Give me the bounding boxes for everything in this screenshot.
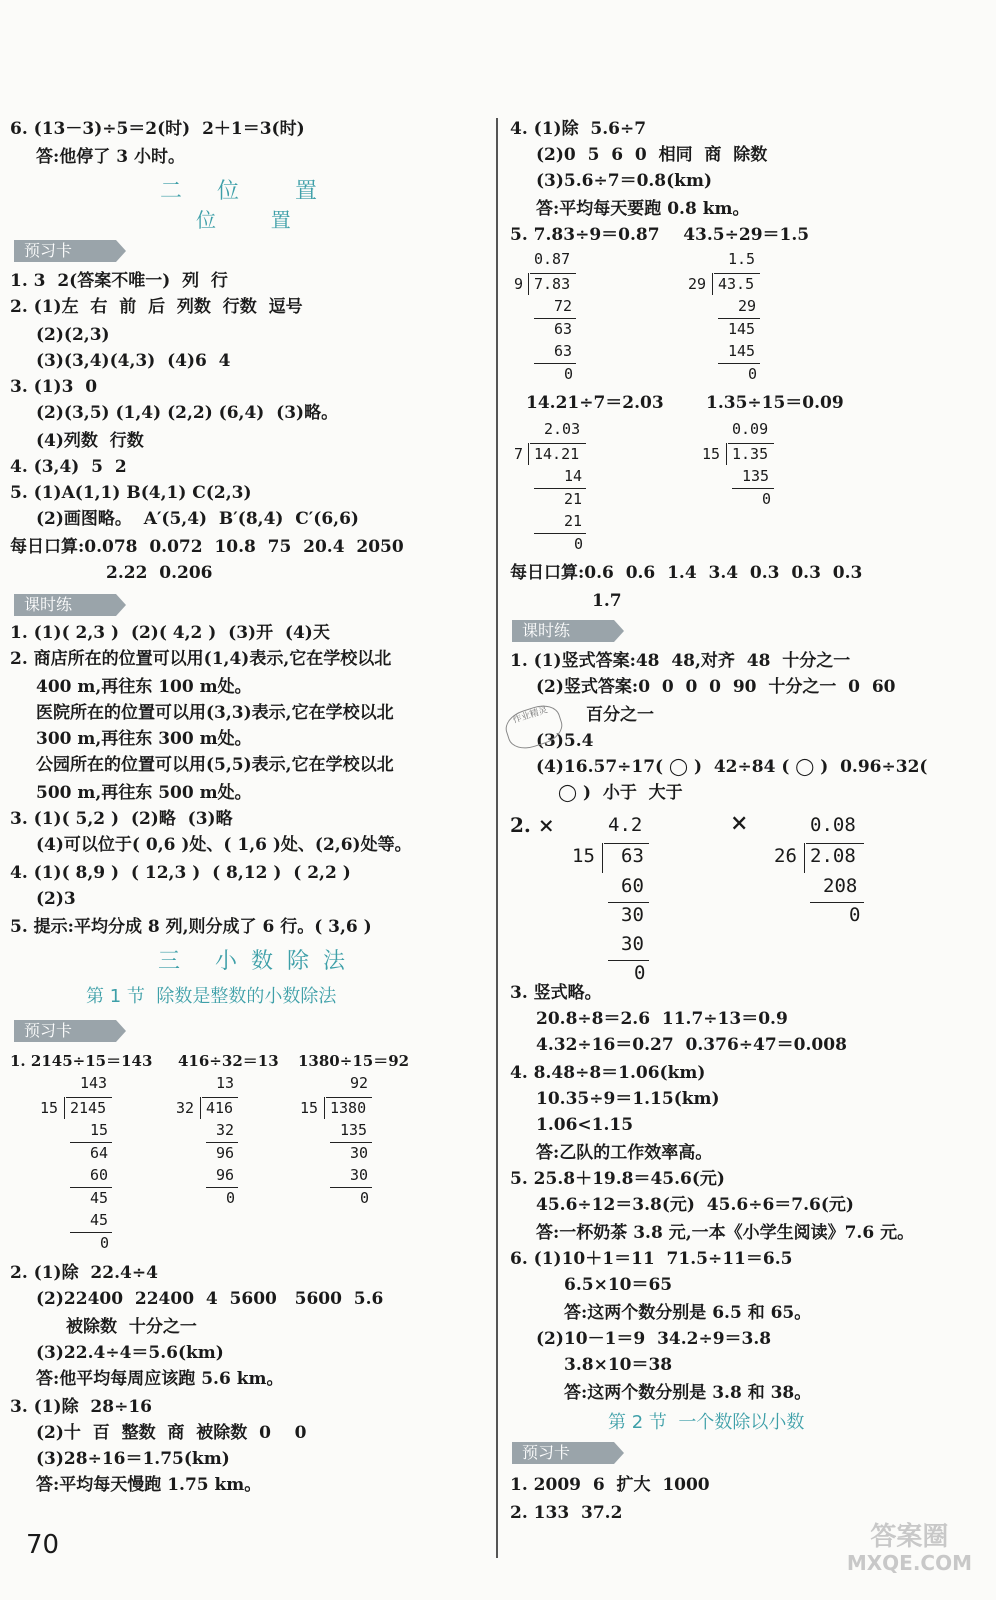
chapter-subtitle: 位 置 xyxy=(196,208,305,232)
divisor: 9 xyxy=(514,274,524,293)
text-line: (2)竖式答案:0 0 0 0 90 十分之一 0 60 xyxy=(536,677,896,697)
working-row: 29 xyxy=(738,297,757,315)
text-line: 答:这两个数分别是 6.5 和 65。 xyxy=(564,1303,812,1323)
text-line: 答:他平均每周应该跑 5.6 km。 xyxy=(36,1369,284,1389)
tag-lesson-practice: 课时练 xyxy=(512,620,614,642)
working-row: 60 xyxy=(90,1166,109,1184)
text-line: 2. (1)左 右 前 后 列数 行数 逗号 xyxy=(10,297,303,317)
text-line: (2)3 xyxy=(36,889,76,909)
working-row: 63 xyxy=(554,319,573,338)
text-line: 百分之一 xyxy=(586,705,654,725)
text-line: 答:乙队的工作效率高。 xyxy=(536,1143,713,1163)
text-line: (3)5.6÷7＝0.8(km) xyxy=(536,171,712,191)
working-row: 0 xyxy=(100,1233,110,1252)
subtraction-line xyxy=(206,1142,238,1143)
division-bracket xyxy=(804,843,805,872)
text-line: 公园所在的位置可以用(5,5)表示,它在学校以北 xyxy=(36,755,394,775)
text-line: 2.22 0.206 xyxy=(106,563,213,583)
subtraction-line xyxy=(534,318,576,319)
division-bracket xyxy=(726,443,727,466)
text-line: 答:平均每天要跑 0.8 km。 xyxy=(536,199,750,219)
division-bracket xyxy=(324,1097,325,1120)
text-line: 3. (1)3 0 xyxy=(10,377,98,397)
divisor: 29 xyxy=(688,274,707,293)
text-line: 45.6÷12＝3.8(元) 45.6÷6＝7.6(元) xyxy=(536,1195,854,1215)
text-line: 4. 8.48÷8＝1.06(km) xyxy=(510,1063,706,1083)
working-row: 0 xyxy=(634,962,646,985)
text-line: (3)22.4÷4＝5.6(km) xyxy=(36,1343,224,1363)
text-line: (3)(3,4)(4,3) (4)6 4 xyxy=(36,351,231,371)
division-bar xyxy=(806,843,864,844)
text-line: 1. 2009 6 扩大 1000 xyxy=(510,1475,710,1495)
text-line: 5. (1)A(1,1) B(4,1) C(2,3) xyxy=(10,483,252,503)
text-line: (2)0 5 6 0 相同 商 除数 xyxy=(536,145,768,165)
division-bracket xyxy=(64,1097,65,1120)
tag-lesson-practice: 课时练 xyxy=(14,594,116,616)
tag-preview-card: 预习卡 xyxy=(14,240,116,262)
division-bracket xyxy=(528,443,529,466)
text-line: 1.7 xyxy=(592,591,622,611)
working-row: 0 xyxy=(748,364,758,383)
division-bar xyxy=(202,1097,238,1098)
text-line: (3)28÷16＝1.75(km) xyxy=(36,1449,230,1469)
text-line: 4.32÷16＝0.27 0.376÷47＝0.008 xyxy=(536,1035,847,1055)
text-line: 10.35÷9＝1.15(km) xyxy=(536,1089,720,1109)
text-line: 3. (1)( 5,2 ) (2)略 (3)略 xyxy=(10,809,233,829)
text-line: 答:一杯奶茶 3.8 元,一本《小学生阅读》7.6 元。 xyxy=(536,1223,915,1243)
text-line: 3.8×10＝38 xyxy=(564,1355,673,1375)
watermark xyxy=(847,1524,972,1576)
working-row: 30 xyxy=(621,903,644,926)
quotient: 2.03 xyxy=(544,420,581,438)
text-line: (2)22400 22400 4 5600 5600 5.6 xyxy=(36,1289,384,1309)
section-title: 第 2 节 一个数除以小数 xyxy=(608,1412,805,1433)
division-bar xyxy=(728,443,774,444)
division-bar xyxy=(326,1097,372,1098)
subtraction-line xyxy=(70,1142,112,1143)
divisor: 15 xyxy=(300,1098,319,1117)
subtraction-line xyxy=(70,1187,112,1188)
text-line: 答:这两个数分别是 3.8 和 38。 xyxy=(564,1383,812,1403)
working-row: 96 xyxy=(216,1166,235,1184)
equation: 1.35÷15＝0.09 xyxy=(706,393,844,413)
chapter-title: 二 位 置 xyxy=(160,179,331,204)
quotient: 1.5 xyxy=(728,250,756,268)
working-row: 14 xyxy=(564,467,583,485)
working-row: 45 xyxy=(90,1188,109,1207)
page-number: 70 xyxy=(26,1530,60,1560)
dividend: 2.08 xyxy=(810,845,856,868)
equation: 1380÷15＝92 xyxy=(298,1052,410,1070)
divisor: 15 xyxy=(702,444,721,463)
working-row: 21 xyxy=(564,489,583,508)
text-line: 医院所在的位置可以用(3,3)表示,它在学校以北 xyxy=(36,703,394,723)
subtraction-line xyxy=(718,318,760,319)
text-line: 每日口算:0.078 0.072 10.8 75 20.4 2050 xyxy=(10,537,404,557)
text-line: 2. × xyxy=(510,813,555,837)
working-row: 96 xyxy=(216,1143,235,1162)
text-line: 被除数 十分之一 xyxy=(66,1317,197,1337)
division-bar xyxy=(530,273,576,274)
working-row: 145 xyxy=(728,319,756,338)
text-line: 6. (1)10＋1＝11 71.5÷11＝6.5 xyxy=(510,1249,793,1269)
divisor: 15 xyxy=(40,1098,59,1117)
text-line: 500 m,再往东 500 m处。 xyxy=(36,783,252,803)
divisor: 32 xyxy=(176,1098,195,1117)
text-line: 5. 7.83÷9＝0.87 43.5÷29＝1.5 xyxy=(510,225,810,245)
text-line: (2)十 百 整数 商 被除数 0 0 xyxy=(36,1423,307,1443)
section-title: 第 1 节 除数是整数的小数除法 xyxy=(86,986,337,1007)
divisor: 15 xyxy=(572,845,595,868)
working-row: 145 xyxy=(728,342,756,360)
working-row: 72 xyxy=(554,297,573,315)
working-row: 0 xyxy=(226,1188,236,1207)
working-row: 135 xyxy=(742,467,770,485)
text-line: (4)16.57÷17( ◯ ) 42÷84 ( ◯ ) 0.96÷32( xyxy=(536,757,928,777)
subtraction-line xyxy=(718,363,760,364)
subtraction-line xyxy=(534,488,586,489)
working-row: 60 xyxy=(621,874,644,897)
subtraction-line xyxy=(608,902,649,903)
cross-mark: × xyxy=(730,810,749,836)
text-line: 6.5×10＝65 xyxy=(564,1275,673,1295)
text-line: 2. 商店所在的位置可以用(1,4)表示,它在学校以北 xyxy=(10,649,392,669)
equation: 1. 2145÷15＝143 xyxy=(10,1052,153,1070)
text-line: 1. (1)竖式答案:48 48,对齐 48 十分之一 xyxy=(510,651,851,671)
quotient: 0.87 xyxy=(534,250,571,268)
dividend: 1.35 xyxy=(732,444,769,463)
working-row: 208 xyxy=(823,874,858,897)
subtraction-line xyxy=(732,488,774,489)
text-line: 4. (1)除 5.6÷7 xyxy=(510,119,647,139)
working-row: 0 xyxy=(574,534,584,553)
text-line: 2. (1)除 22.4÷4 xyxy=(10,1263,158,1283)
chapter-title: 三 小数除法 xyxy=(158,949,359,974)
subtraction-line xyxy=(206,1187,238,1188)
text-line: 1. 3 2(答案不唯一) 列 行 xyxy=(10,271,228,291)
working-row: 30 xyxy=(350,1143,369,1162)
working-row: 0 xyxy=(360,1188,370,1207)
dividend: 7.83 xyxy=(534,274,571,293)
text-line: 6. (13－3)÷5＝2(时) 2＋1＝3(时) xyxy=(10,119,305,139)
working-row: 0 xyxy=(762,489,772,508)
division-bracket xyxy=(528,273,529,296)
text-line: 300 m,再往东 300 m处。 xyxy=(36,729,252,749)
working-row: 135 xyxy=(340,1121,368,1139)
text-line: 每日口算:0.6 0.6 1.4 3.4 0.3 0.3 0.3 xyxy=(510,563,863,583)
dividend: 416 xyxy=(206,1098,234,1117)
quotient: 143 xyxy=(80,1074,108,1092)
divisor: 26 xyxy=(774,845,797,868)
text-line: 1.06<1.15 xyxy=(536,1115,634,1135)
division-bar xyxy=(530,443,586,444)
text-line: 3. 竖式略。 xyxy=(510,983,602,1003)
text-line: (2)(3,5) (1,4) (2,2) (6,4) (3)略。 xyxy=(36,403,339,423)
text-line: (4)列数 行数 xyxy=(36,431,144,451)
working-row: 15 xyxy=(90,1121,109,1139)
subtraction-line xyxy=(534,363,576,364)
subtraction-line xyxy=(330,1142,372,1143)
working-row: 32 xyxy=(216,1121,235,1139)
quotient: 0.09 xyxy=(732,420,769,438)
text-line: 3. (1)除 28÷16 xyxy=(10,1397,152,1417)
working-row: 45 xyxy=(90,1211,109,1229)
text-line: 答:平均每天慢跑 1.75 km。 xyxy=(36,1475,262,1495)
text-line: 5. 25.8＋19.8＝45.6(元) xyxy=(510,1169,725,1189)
text-line: 4. (3,4) 5 2 xyxy=(10,457,127,477)
working-row: 0 xyxy=(849,903,861,926)
equation: 416÷32＝13 xyxy=(178,1052,279,1070)
working-row: 63 xyxy=(554,342,573,360)
text-line: 400 m,再往东 100 m处。 xyxy=(36,677,252,697)
subtraction-line xyxy=(330,1187,372,1188)
text-line: (2)(2,3) xyxy=(36,325,110,345)
division-bar xyxy=(714,273,760,274)
text-line: 20.8÷8＝2.6 11.7÷13＝0.9 xyxy=(536,1009,788,1029)
stamp-text: 作业精灵 xyxy=(511,705,549,726)
quotient: 92 xyxy=(350,1074,369,1092)
subtraction-line xyxy=(534,533,586,534)
division-bracket xyxy=(602,843,603,872)
working-row: 21 xyxy=(564,512,583,530)
equation: 14.21÷7＝2.03 xyxy=(526,393,664,413)
text-line: 答:他停了 3 小时。 xyxy=(36,147,185,167)
text-line: (2)画图略。 A′(5,4) B′(8,4) C′(6,6) xyxy=(36,509,359,529)
text-line: 1. (1)( 2,3 ) (2)( 4,2 ) (3)开 (4)天 xyxy=(10,623,330,643)
dividend: 14.21 xyxy=(534,444,580,463)
quotient: 4.2 xyxy=(608,814,643,836)
division-bar xyxy=(66,1097,112,1098)
dividend: 63 xyxy=(621,845,644,868)
working-row: 64 xyxy=(90,1143,109,1162)
division-bracket xyxy=(712,273,713,296)
quotient: 13 xyxy=(216,1074,235,1092)
subtraction-line xyxy=(810,902,864,903)
text-line: 2. 133 37.2 xyxy=(510,1503,623,1523)
working-row: 0 xyxy=(564,364,574,383)
column-divider xyxy=(496,118,498,1558)
tag-preview-card: 预习卡 xyxy=(512,1442,614,1464)
division-bar xyxy=(604,843,649,844)
text-line: 4. (1)( 8,9 ) ( 12,3 ) ( 8,12 ) ( 2,2 ) xyxy=(10,863,351,883)
subtraction-line xyxy=(608,960,649,961)
divisor: 7 xyxy=(514,444,524,463)
subtraction-line xyxy=(70,1232,112,1233)
watermark-line: MXQE.COM xyxy=(846,1551,972,1575)
watermark-line: 答案圈 xyxy=(870,1522,949,1552)
tag-preview-card: 预习卡 xyxy=(14,1020,116,1042)
dividend: 1380 xyxy=(330,1098,367,1117)
working-row: 30 xyxy=(350,1166,369,1184)
quotient: 0.08 xyxy=(810,814,856,836)
dividend: 2145 xyxy=(70,1098,107,1117)
dividend: 43.5 xyxy=(718,274,755,293)
text-line: 5. 提示:平均分成 8 列,则分成了 6 行。( 3,6 ) xyxy=(10,917,372,937)
text-line: (4)可以位于( 0,6 )处、( 1,6 )处、(2,6)处等。 xyxy=(36,835,412,855)
division-bracket xyxy=(200,1097,201,1120)
text-line: ◯ ) 小于 大于 xyxy=(558,783,683,803)
text-line: (3)5.4 xyxy=(536,731,594,751)
working-row: 30 xyxy=(621,933,644,955)
text-line: (2)10－1＝9 34.2÷9＝3.8 xyxy=(536,1329,772,1349)
